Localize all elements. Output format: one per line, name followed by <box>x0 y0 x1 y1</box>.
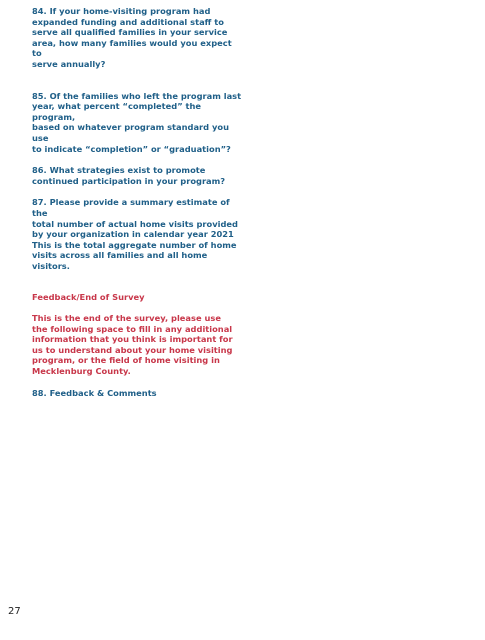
end-of-survey-text: This is the end of the survey, please use the following space to fill in any additional information that you think is important for us to understand about your home visiting program, or the field of home visiting in Mecklenburg County. <box>32 313 233 377</box>
question-84: 84. If your home-visiting program had expanded funding and additional staff to serve all qualified families in your service area, how many families would you expect to serve annually? <box>32 6 232 69</box>
question-88: 88. Feedback & Comments <box>32 387 157 398</box>
question-85: 85. Of the families who left the program last year, what percent “completed” the program, based on whatever program standard you use to indicate “completion” or “graduation”? <box>32 90 242 154</box>
question-86: 86. What strategies exist to promote continued participation in your program? <box>32 165 226 186</box>
page-number: 27 <box>8 606 21 617</box>
feedback-section-header: Feedback/End of Survey <box>32 292 145 303</box>
question-column <box>32 6 242 398</box>
question-87: 87. Please provide a summary estimate of the total number of actual home visits provided by your organization in calendar year 2021 This is the total aggregate number of home visits across all families and all home visitors. <box>32 197 238 271</box>
